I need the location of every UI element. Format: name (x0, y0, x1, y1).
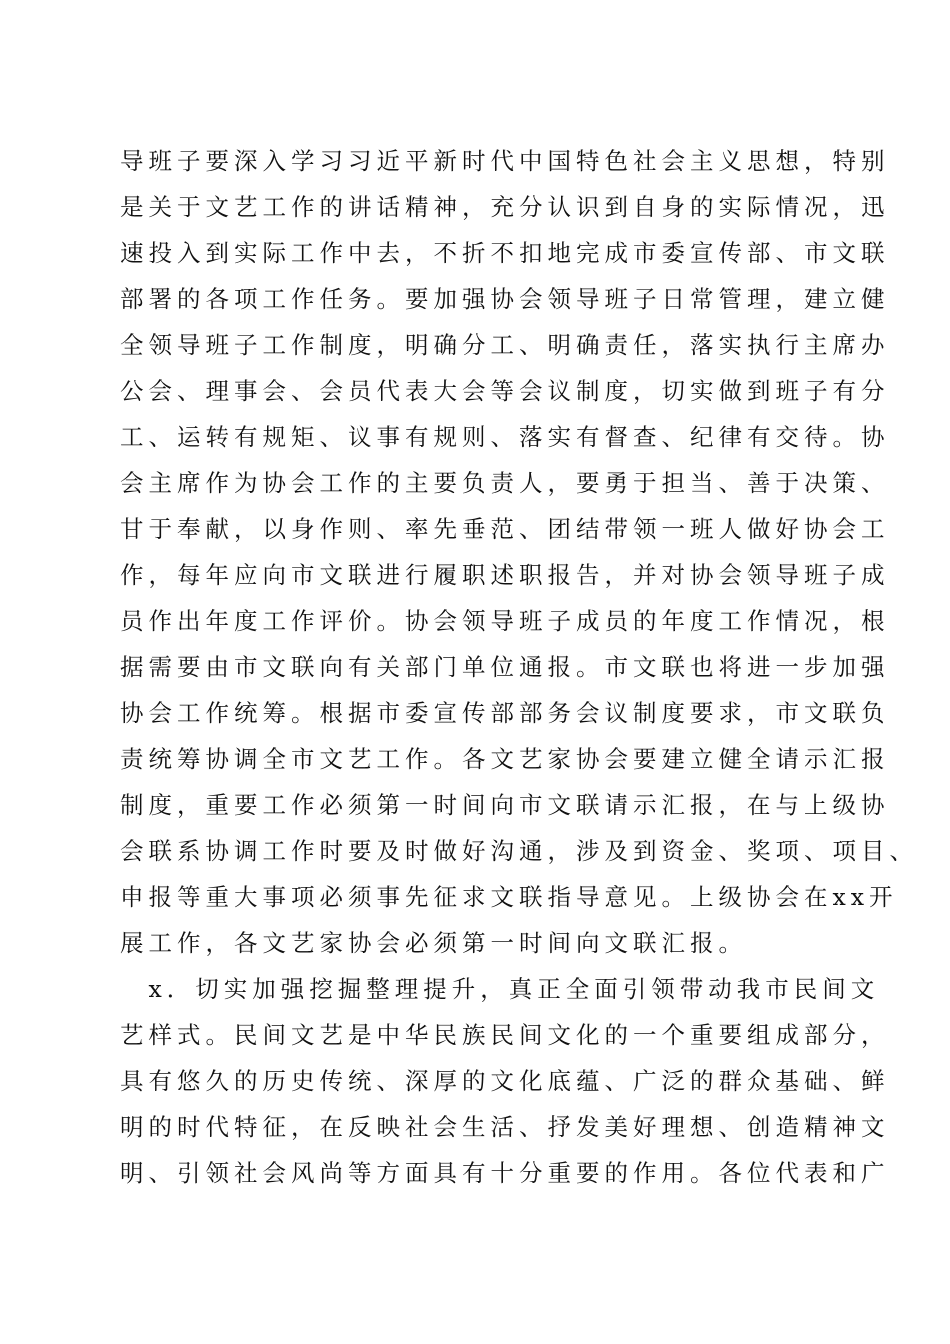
text-line-20: 艺样式。民间文艺是中华民族民间文化的一个重要组成部分， (120, 1021, 890, 1049)
text-line-5: 全领导班子工作制度，明确分工、明确责任，落实执行主席办 (120, 331, 890, 359)
text-line-16: 会联系协调工作时要及时做好沟通，涉及到资金、奖项、项目、 (120, 837, 918, 865)
text-line-23: 明、引领社会风尚等方面具有十分重要的作用。各位代表和广 (120, 1159, 890, 1187)
text-line-1: 导班子要深入学习习近平新时代中国特色社会主义思想，特别 (120, 147, 890, 175)
text-line-21: 具有悠久的历史传统、深厚的文化底蕴、广泛的群众基础、鲜 (120, 1067, 890, 1095)
text-line-8: 会主席作为协会工作的主要负责人，要勇于担当、善于决策、 (120, 469, 890, 497)
text-line-3: 速投入到实际工作中去，不折不扣地完成市委宣传部、市文联 (120, 239, 890, 267)
text-line-9: 甘于奉献，以身作则、率先垂范、团结带领一班人做好协会工 (120, 515, 890, 543)
text-line-14: 责统筹协调全市文艺工作。各文艺家协会要建立健全请示汇报 (120, 745, 890, 773)
text-line-7: 工、运转有规矩、议事有规则、落实有督查、纪律有交待。协 (120, 423, 890, 451)
text-line-4: 部署的各项工作任务。要加强协会领导班子日常管理，建立健 (120, 285, 890, 313)
text-line-15: 制度，重要工作必须第一时间向市文联请示汇报，在与上级协 (120, 791, 890, 819)
text-line-2: 是关于文艺工作的讲话精神，充分认识到自身的实际情况，迅 (120, 193, 890, 221)
text-line-19: x．切实加强挖掘整理提升，真正全面引领带动我市民间文 (120, 975, 880, 1003)
text-line-10: 作，每年应向市文联进行履职述职报告，并对协会领导班子成 (120, 561, 890, 589)
text-line-17: 申报等重大事项必须事先征求文联指导意见。上级协会在xx开 (120, 883, 898, 911)
text-line-6: 公会、理事会、会员代表大会等会议制度，切实做到班子有分 (120, 377, 890, 405)
text-line-11: 员作出年度工作评价。协会领导班子成员的年度工作情况，根 (120, 607, 890, 635)
text-line-12: 据需要由市文联向有关部门单位通报。市文联也将进一步加强 (120, 653, 890, 681)
text-line-22: 明的时代特征，在反映社会生活、抒发美好理想、创造精神文 (120, 1113, 890, 1141)
text-line-13: 协会工作统筹。根据市委宣传部部务会议制度要求，市文联负 (120, 699, 890, 727)
text-line-18: 展工作，各文艺家协会必须第一时间向文联汇报。 (120, 929, 747, 957)
